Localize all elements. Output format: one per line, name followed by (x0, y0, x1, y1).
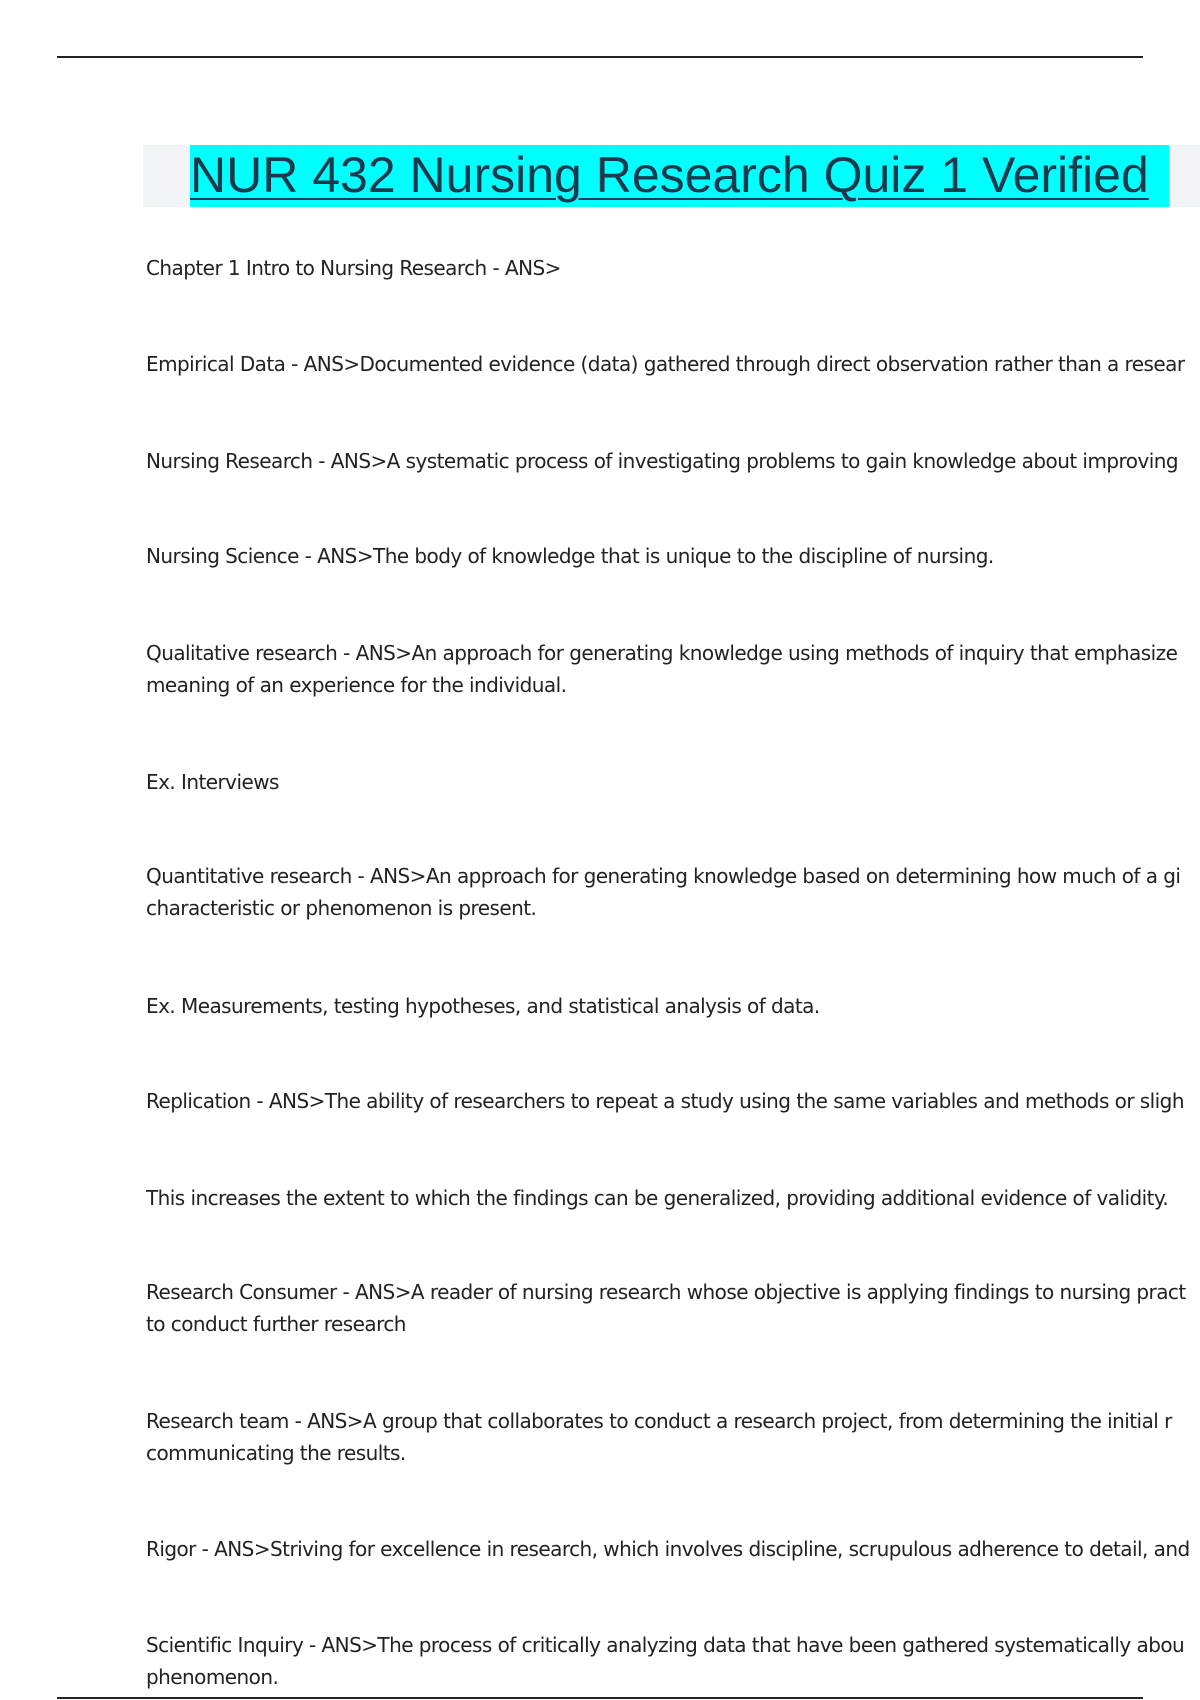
entry-line: This increases the extent to which the findings can be generalized, providing additional evidence of validity. (146, 1186, 1169, 1210)
entry-line: meaning of an experience for the individual. (146, 673, 567, 697)
qa-entry (146, 766, 1200, 798)
qa-entry (146, 1629, 1200, 1693)
document-title: NUR 432 Nursing Research Quiz 1 Verified (190, 145, 1169, 207)
qa-entry (146, 348, 1200, 380)
entry-line: Research Consumer - ANS>A reader of nursing research whose objective is applying findings to nursing pract (146, 1280, 1186, 1304)
qa-entry (146, 1533, 1200, 1565)
entry-line: communicating the results. (146, 1441, 406, 1465)
qa-entry (146, 860, 1200, 924)
qa-entry (146, 637, 1200, 701)
qa-entry (146, 1182, 1200, 1214)
entry-line: phenomenon. (146, 1665, 279, 1689)
entry-line: Quantitative research - ANS>An approach for generating knowledge based on determining how much of a gi (146, 864, 1181, 888)
entry-line: Ex. Interviews (146, 770, 279, 794)
qa-entry (146, 252, 1200, 284)
qa-entry (146, 445, 1200, 477)
qa-entry (146, 1405, 1200, 1469)
qa-entry (146, 990, 1200, 1022)
qa-entry (146, 1085, 1200, 1117)
title-bar (143, 145, 1200, 207)
entry-line: Nursing Science - ANS>The body of knowledge that is unique to the discipline of nursing. (146, 544, 994, 568)
entry-line: Rigor - ANS>Striving for excellence in research, which involves discipline, scrupulous adherence to detail, and (146, 1537, 1190, 1561)
qa-entry (146, 540, 1200, 572)
qa-entry (146, 1276, 1200, 1340)
entry-line: Ex. Measurements, testing hypotheses, and statistical analysis of data. (146, 994, 820, 1018)
entry-line: Empirical Data - ANS>Documented evidence (data) gathered through direct observation rather than a resear (146, 352, 1185, 376)
entry-line: Chapter 1 Intro to Nursing Research - ANS> (146, 256, 561, 280)
entry-line: Qualitative research - ANS>An approach for generating knowledge using methods of inquiry that emphasize (146, 641, 1178, 665)
top-rule (57, 56, 1143, 58)
entry-line: Scientific Inquiry - ANS>The process of critically analyzing data that have been gathered systematically abou (146, 1633, 1185, 1657)
bottom-rule (57, 1697, 1143, 1699)
entry-line: Research team - ANS>A group that collaborates to conduct a research project, from determining the initial r (146, 1409, 1172, 1433)
entry-line: to conduct further research (146, 1312, 406, 1336)
entry-line: Nursing Research - ANS>A systematic process of investigating problems to gain knowledge about improving (146, 449, 1179, 473)
entry-line: Replication - ANS>The ability of researchers to repeat a study using the same variables and methods or sligh (146, 1089, 1184, 1113)
entry-line: characteristic or phenomenon is present. (146, 896, 537, 920)
